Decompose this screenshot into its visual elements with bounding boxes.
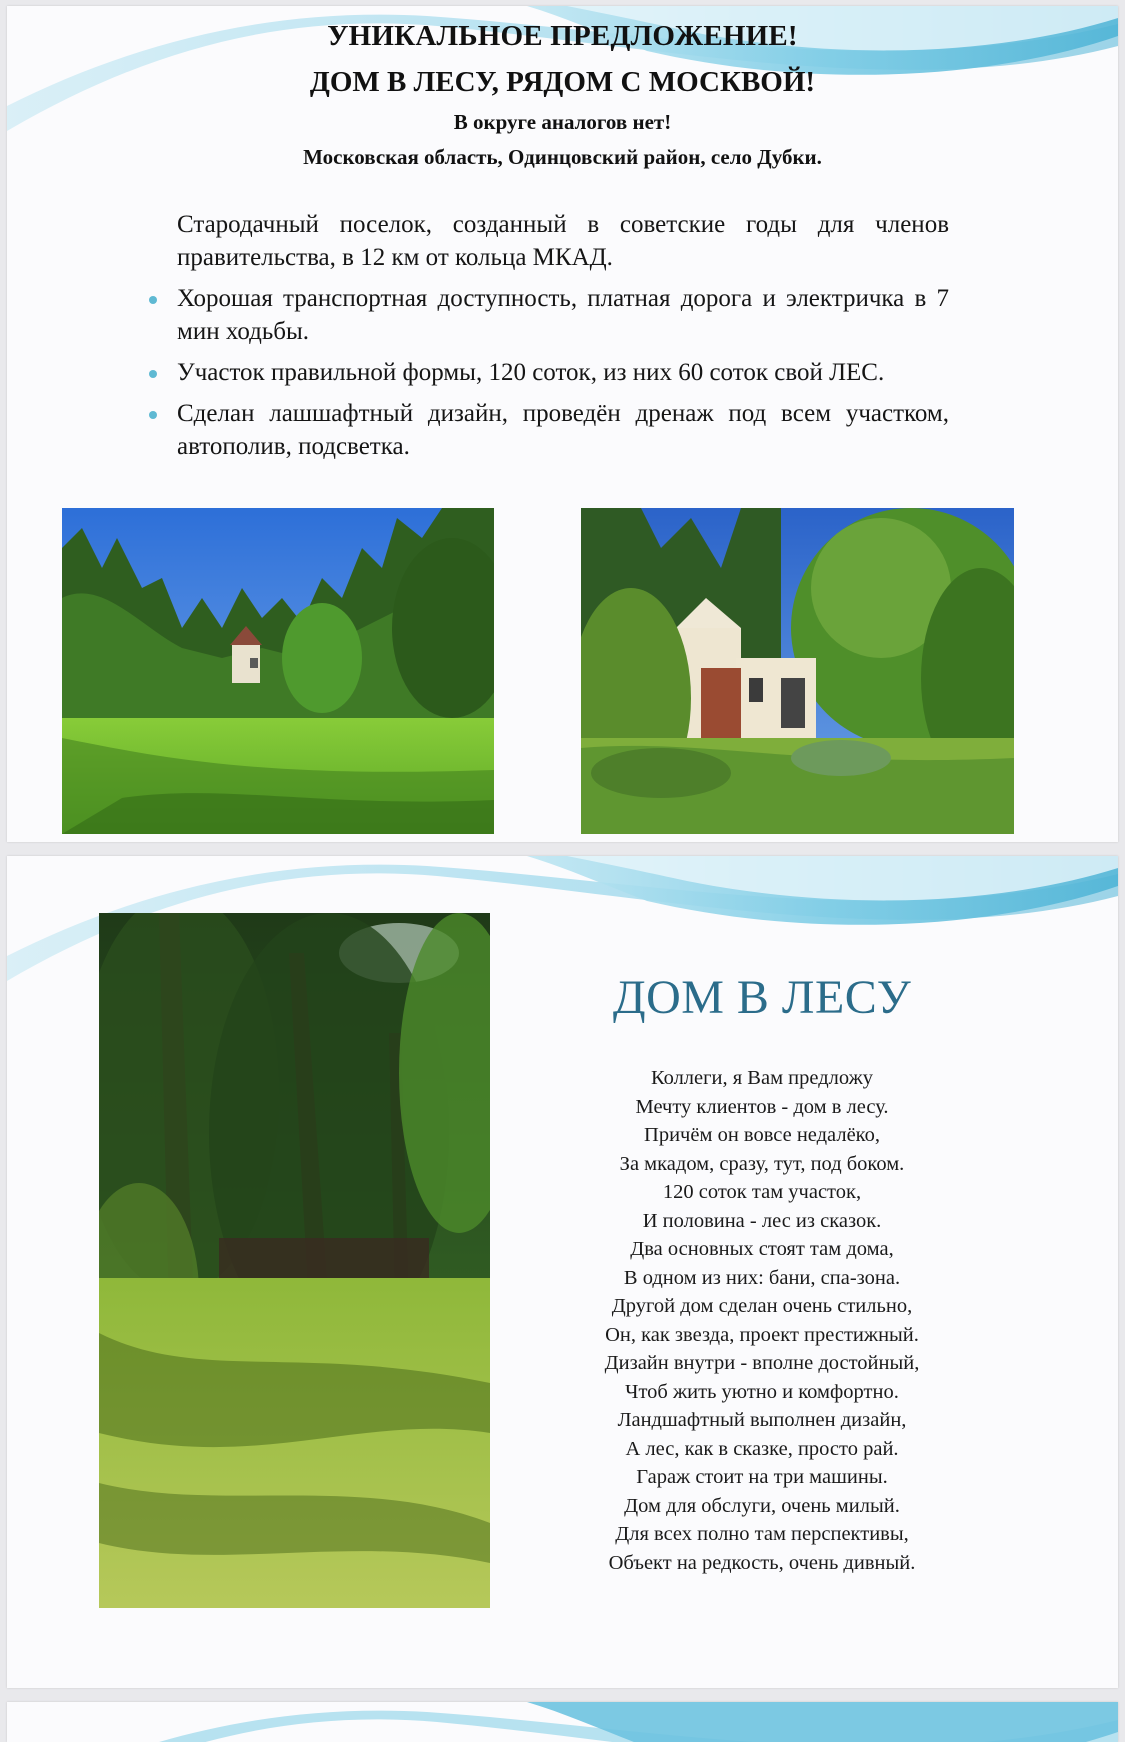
poem-text xyxy=(527,1064,997,1577)
poem-line: Другой дом сделан очень стильно, xyxy=(611,1295,913,1317)
list-item-text: Сделан лашшафтный дизайн, проведён дренаж под всем участком, автополив, подсветка. xyxy=(177,400,949,460)
slide-1 xyxy=(7,6,1118,842)
slide-2-title: ДОМ В ЛЕСУ xyxy=(612,971,912,1024)
offer-location: Московская область, Одинцовский район, село Дубки. xyxy=(303,145,822,169)
poem-line: Коллеги, я Вам предложу xyxy=(650,1067,874,1089)
feature-list xyxy=(149,208,949,471)
photo-lawn-with-house xyxy=(62,508,494,834)
list-item-text: Хорошая транспортная доступность, платная дорога и электричка в 7 мин ходьбы. xyxy=(177,285,949,345)
poem-line: Мечту клиентов - дом в лесу. xyxy=(635,1095,889,1118)
poem-line: Гараж стоит на три машины. xyxy=(636,1466,888,1488)
list-item-text: Участок правильной формы, 120 соток, из них 60 соток свой ЛЕС. xyxy=(177,359,885,386)
poem-line: А лес, как в сказке, просто рай. xyxy=(625,1437,899,1460)
list-item-text: Стародачный поселок, созданный в советские годы для членов правительства, в 12 км от кольца МКАД. xyxy=(177,211,949,271)
slide-3-partial xyxy=(7,1702,1118,1742)
poem-line: Дом для обслуги, очень милый. xyxy=(624,1494,900,1517)
offer-title-line-2: ДОМ В ЛЕСУ, РЯДОМ С МОСКВОЙ! xyxy=(309,66,816,98)
list-item xyxy=(149,356,949,389)
poem-line: Он, как звезда, проект престижный. xyxy=(605,1323,919,1346)
poem-line: Причём он вовсе недалёко, xyxy=(644,1124,880,1146)
poem-line: Ландшафтный выполнен дизайн, xyxy=(617,1409,907,1431)
poem-line: За мкадом, сразу, тут, под боком. xyxy=(619,1152,905,1175)
poem-line: И половина - лес из сказок. xyxy=(642,1209,882,1232)
poem-line: Объект на редкость, очень дивный. xyxy=(608,1551,916,1574)
offer-subtitle: В округе аналогов нет! xyxy=(453,110,672,134)
photo-forest xyxy=(99,913,490,1608)
photo-house-among-trees xyxy=(581,508,1014,834)
bullet-icon xyxy=(149,411,157,419)
wave-header-decoration xyxy=(7,1702,1118,1742)
poem-line: Два основных стоят там дома, xyxy=(630,1238,894,1260)
poem-line: Для всех полно там перспективы, xyxy=(615,1523,909,1545)
list-item xyxy=(149,282,949,348)
list-item xyxy=(149,397,949,463)
slide-2 xyxy=(7,856,1118,1688)
offer-title-line-1: УНИКАЛЬНОЕ ПРЕДЛОЖЕНИЕ! xyxy=(327,20,798,52)
poem-line: 120 соток там участок, xyxy=(662,1181,862,1203)
bullet-icon xyxy=(149,370,157,378)
bullet-icon xyxy=(149,296,157,304)
list-item xyxy=(149,208,949,274)
poem-line: Чтоб жить уютно и комфортно. xyxy=(625,1380,899,1403)
poem-line: Дизайн внутри - вполне достойный, xyxy=(604,1352,920,1374)
poem-line: В одном из них: бани, спа-зона. xyxy=(623,1266,901,1289)
